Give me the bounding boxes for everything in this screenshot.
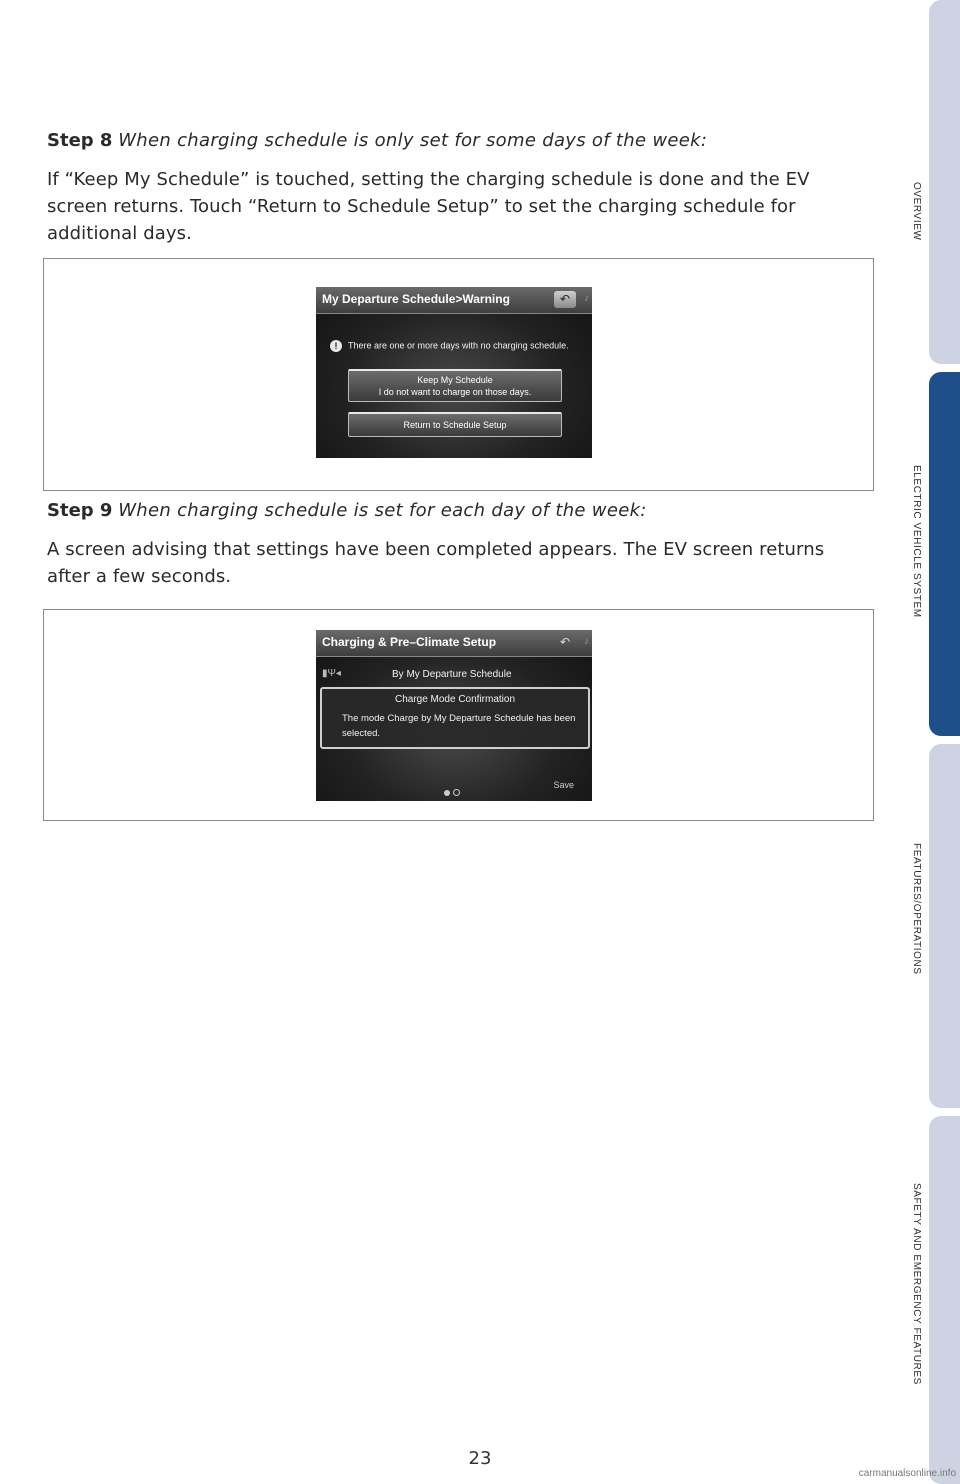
page-content	[47, 128, 867, 247]
step-8-heading	[47, 128, 867, 154]
tab-label-features-operations: FEATURES/OPERATIONS	[911, 843, 922, 975]
music-note-icon: ♪	[584, 293, 589, 304]
tab-label-safety-emergency: SAFETY AND EMERGENCY FEATURES	[911, 1183, 922, 1385]
warning-screen-image	[316, 287, 592, 458]
section-tabs	[929, 0, 960, 1484]
tab-electric-vehicle-system[interactable]	[929, 372, 960, 736]
mode-label: By My Departure Schedule	[392, 669, 512, 680]
watermark: carmanualsonline.info	[858, 1468, 956, 1479]
return-to-schedule-setup-button: Return to Schedule Setup	[348, 412, 562, 437]
dialog-message: The mode Charge by My Departure Schedule has been selected.	[342, 713, 576, 739]
plug-icon: ▮Ψ◂	[322, 668, 341, 679]
dialog-title: Charge Mode Confirmation	[394, 694, 516, 705]
warning-text: There are one or more days with no charging schedule.	[348, 340, 569, 351]
step-9-description: When charging schedule is set for each day of the week:	[118, 500, 647, 521]
tab-label-overview: OVERVIEW	[911, 182, 922, 241]
save-label: Save	[553, 780, 574, 790]
tab-overview[interactable]	[929, 0, 960, 364]
step-9-label: Step 9	[47, 500, 113, 521]
tab-features-operations[interactable]	[929, 744, 960, 1108]
exclamation-icon: !	[330, 340, 342, 352]
step-8-label: Step 8	[47, 130, 113, 151]
step-9-paragraph: A screen advising that settings have been completed appears. The EV screen returns after a few seconds.	[47, 539, 825, 587]
music-note-icon: ♪	[584, 636, 589, 647]
warning-row	[330, 340, 569, 352]
back-arrow-icon: ↶	[559, 635, 571, 649]
keep-my-schedule-button	[348, 369, 562, 402]
confirmation-dialog	[320, 687, 590, 749]
step-8-paragraph: If “Keep My Schedule” is touched, setting the charging schedule is done and the EV screen returns. Touch “Return to Schedule Setup” to set the charging schedule for additional days.	[47, 169, 810, 244]
page-indicator-dots	[444, 783, 463, 801]
confirmation-screen-image	[316, 630, 592, 801]
figure-2-frame	[43, 609, 874, 821]
page-number: 23	[468, 1448, 492, 1469]
screen-title: Charging & Pre–Climate Setup	[322, 635, 497, 649]
keep-button-line1: Keep My Schedule	[417, 375, 493, 385]
screen-header	[316, 287, 592, 314]
screen-title: My Departure Schedule>Warning	[322, 292, 510, 306]
page-dot-inactive	[453, 789, 460, 796]
keep-button-line2: I do not want to charge on those days.	[378, 387, 532, 397]
back-arrow-icon: ↶	[554, 291, 576, 308]
step-8-description: When charging schedule is only set for some days of the week:	[118, 130, 708, 151]
screen-header	[316, 630, 592, 657]
page-dot-active	[444, 790, 450, 796]
page-content-2	[47, 498, 867, 590]
figure-1-frame	[43, 258, 874, 491]
tab-safety-emergency[interactable]	[929, 1116, 960, 1484]
tab-label-electric-vehicle-system: ELECTRIC VEHICLE SYSTEM	[911, 465, 922, 618]
step-9-heading	[47, 498, 867, 524]
